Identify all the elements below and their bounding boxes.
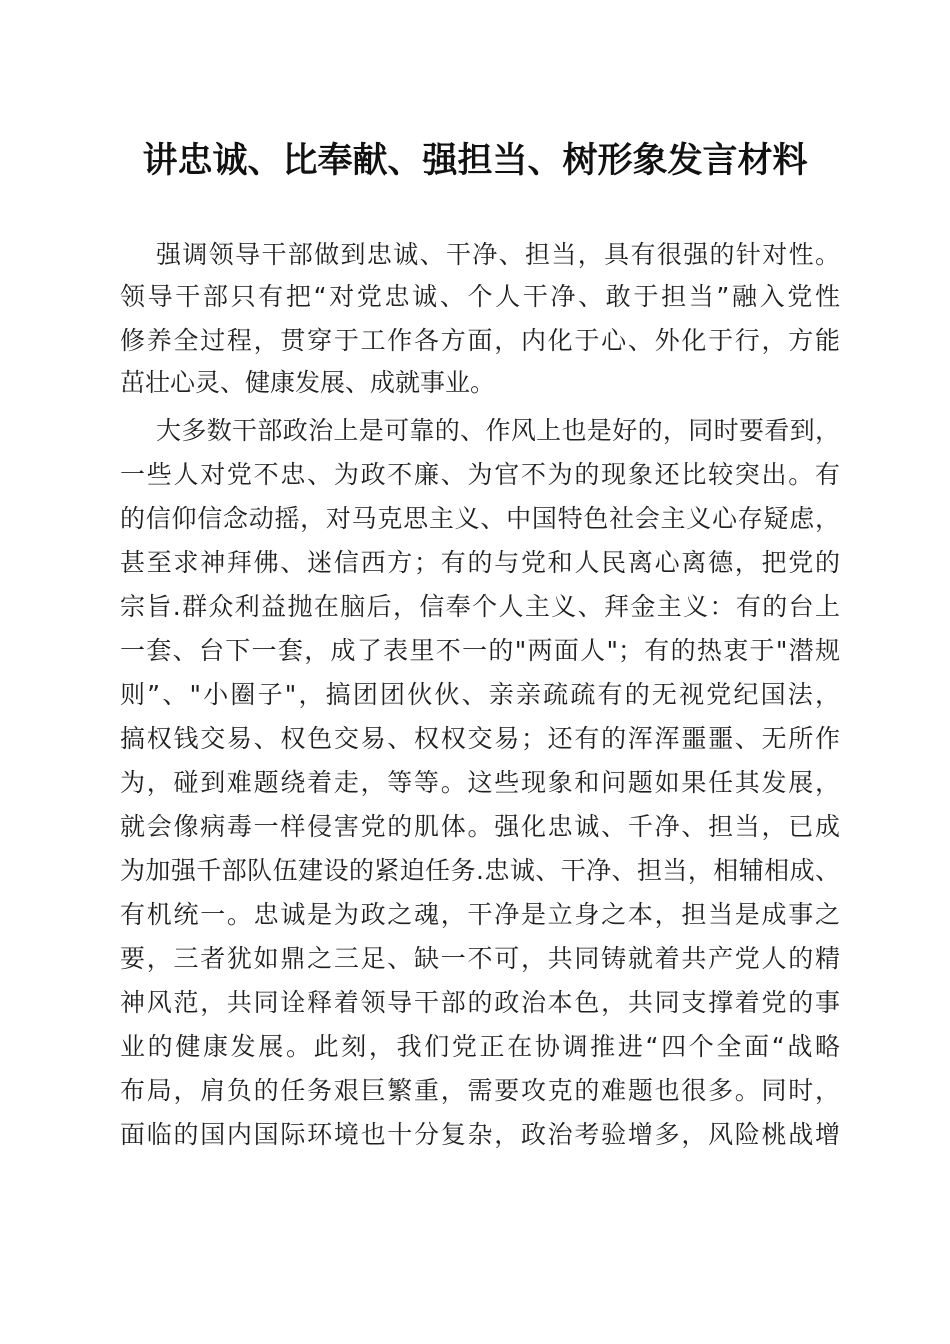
paragraph-1-line-2: 领导干部只有把“对党忠诚、个人干净、敢于担当”融入党性: [120, 282, 840, 311]
paragraph-2-line-16: 布局，肩负的任务艰巨繁重，需要攻克的难题也很多。同时，: [120, 1076, 840, 1105]
paragraph-2-line-12: 有机统一。忠诚是为政之魂，干净是立身之本，担当是成事之: [120, 900, 840, 929]
paragraph-2-line-7: 则”、"小圈子"，搞团团伙伙、亲亲疏疏有的无视党纪国法，: [120, 680, 840, 709]
paragraph-2-line-10: 就会像病毒一样侵害党的肌体。强化忠诚、千净、担当，已成: [120, 812, 840, 841]
paragraph-2-line-9: 为，碰到难题绕着走，等等。这些现象和问题如果任其发展，: [120, 768, 840, 797]
paragraph-2-line-5: 宗旨.群众利益抛在脑后，信奉个人主义、拜金主义：有的台上: [120, 592, 840, 621]
paragraph-2-line-2: 一些人对党不忠、为政不廉、为官不为的现象还比较突出。有: [120, 460, 840, 489]
paragraph-2-line-14: 神风范，共同诠释着领导干部的政治本色，共同支撑着党的事: [120, 988, 840, 1017]
paragraph-2-line-17: 面临的国内国际环境也十分复杂，政治考验增多，风险桃战增: [120, 1120, 840, 1149]
paragraph-2-line-11: 为加强千部队伍建设的紧迫任务.忠诚、干净、担当，相辅相成、: [120, 856, 840, 885]
paragraph-2-line-3: 的信仰信念动摇，对马克思主义、中国特色社会主义心存疑虑，: [120, 504, 840, 533]
paragraph-2-line-15: 业的健康发展。此刻，我们党正在协调推进“四个全面“战略: [120, 1032, 840, 1061]
paragraph-1-line-1: 强调领导干部做到忠诚、干净、担当，具有很强的针对性。: [156, 240, 840, 269]
paragraph-2-line-6: 一套、台下一套，成了表里不一的"两面人"；有的热衷于"潜规: [120, 636, 840, 665]
paragraph-2-line-1: 大多数干部政治上是可靠的、作风上也是好的，同时要看到，: [156, 416, 840, 445]
document-title: 讲忠诚、比奉献、强担当、树形象发言材料: [142, 140, 808, 181]
paragraph-1-line-3: 修养全过程，贯穿于工作各方面，内化于心、外化于行，方能: [120, 326, 840, 355]
paragraph-2-line-8: 搞权钱交易、权色交易、权权交易；还有的浑浑噩噩、无所作: [120, 724, 840, 753]
paragraph-1-line-4: 茁壮心灵、健康发展、成就事业。: [120, 368, 496, 397]
paragraph-2-line-13: 要，三者犹如鼎之三足、缺一不可，共同铸就着共产党人的精: [120, 944, 840, 973]
paragraph-2-line-4: 甚至求神拜佛、迷信西方；有的与党和人民离心离德，把党的: [120, 548, 840, 577]
